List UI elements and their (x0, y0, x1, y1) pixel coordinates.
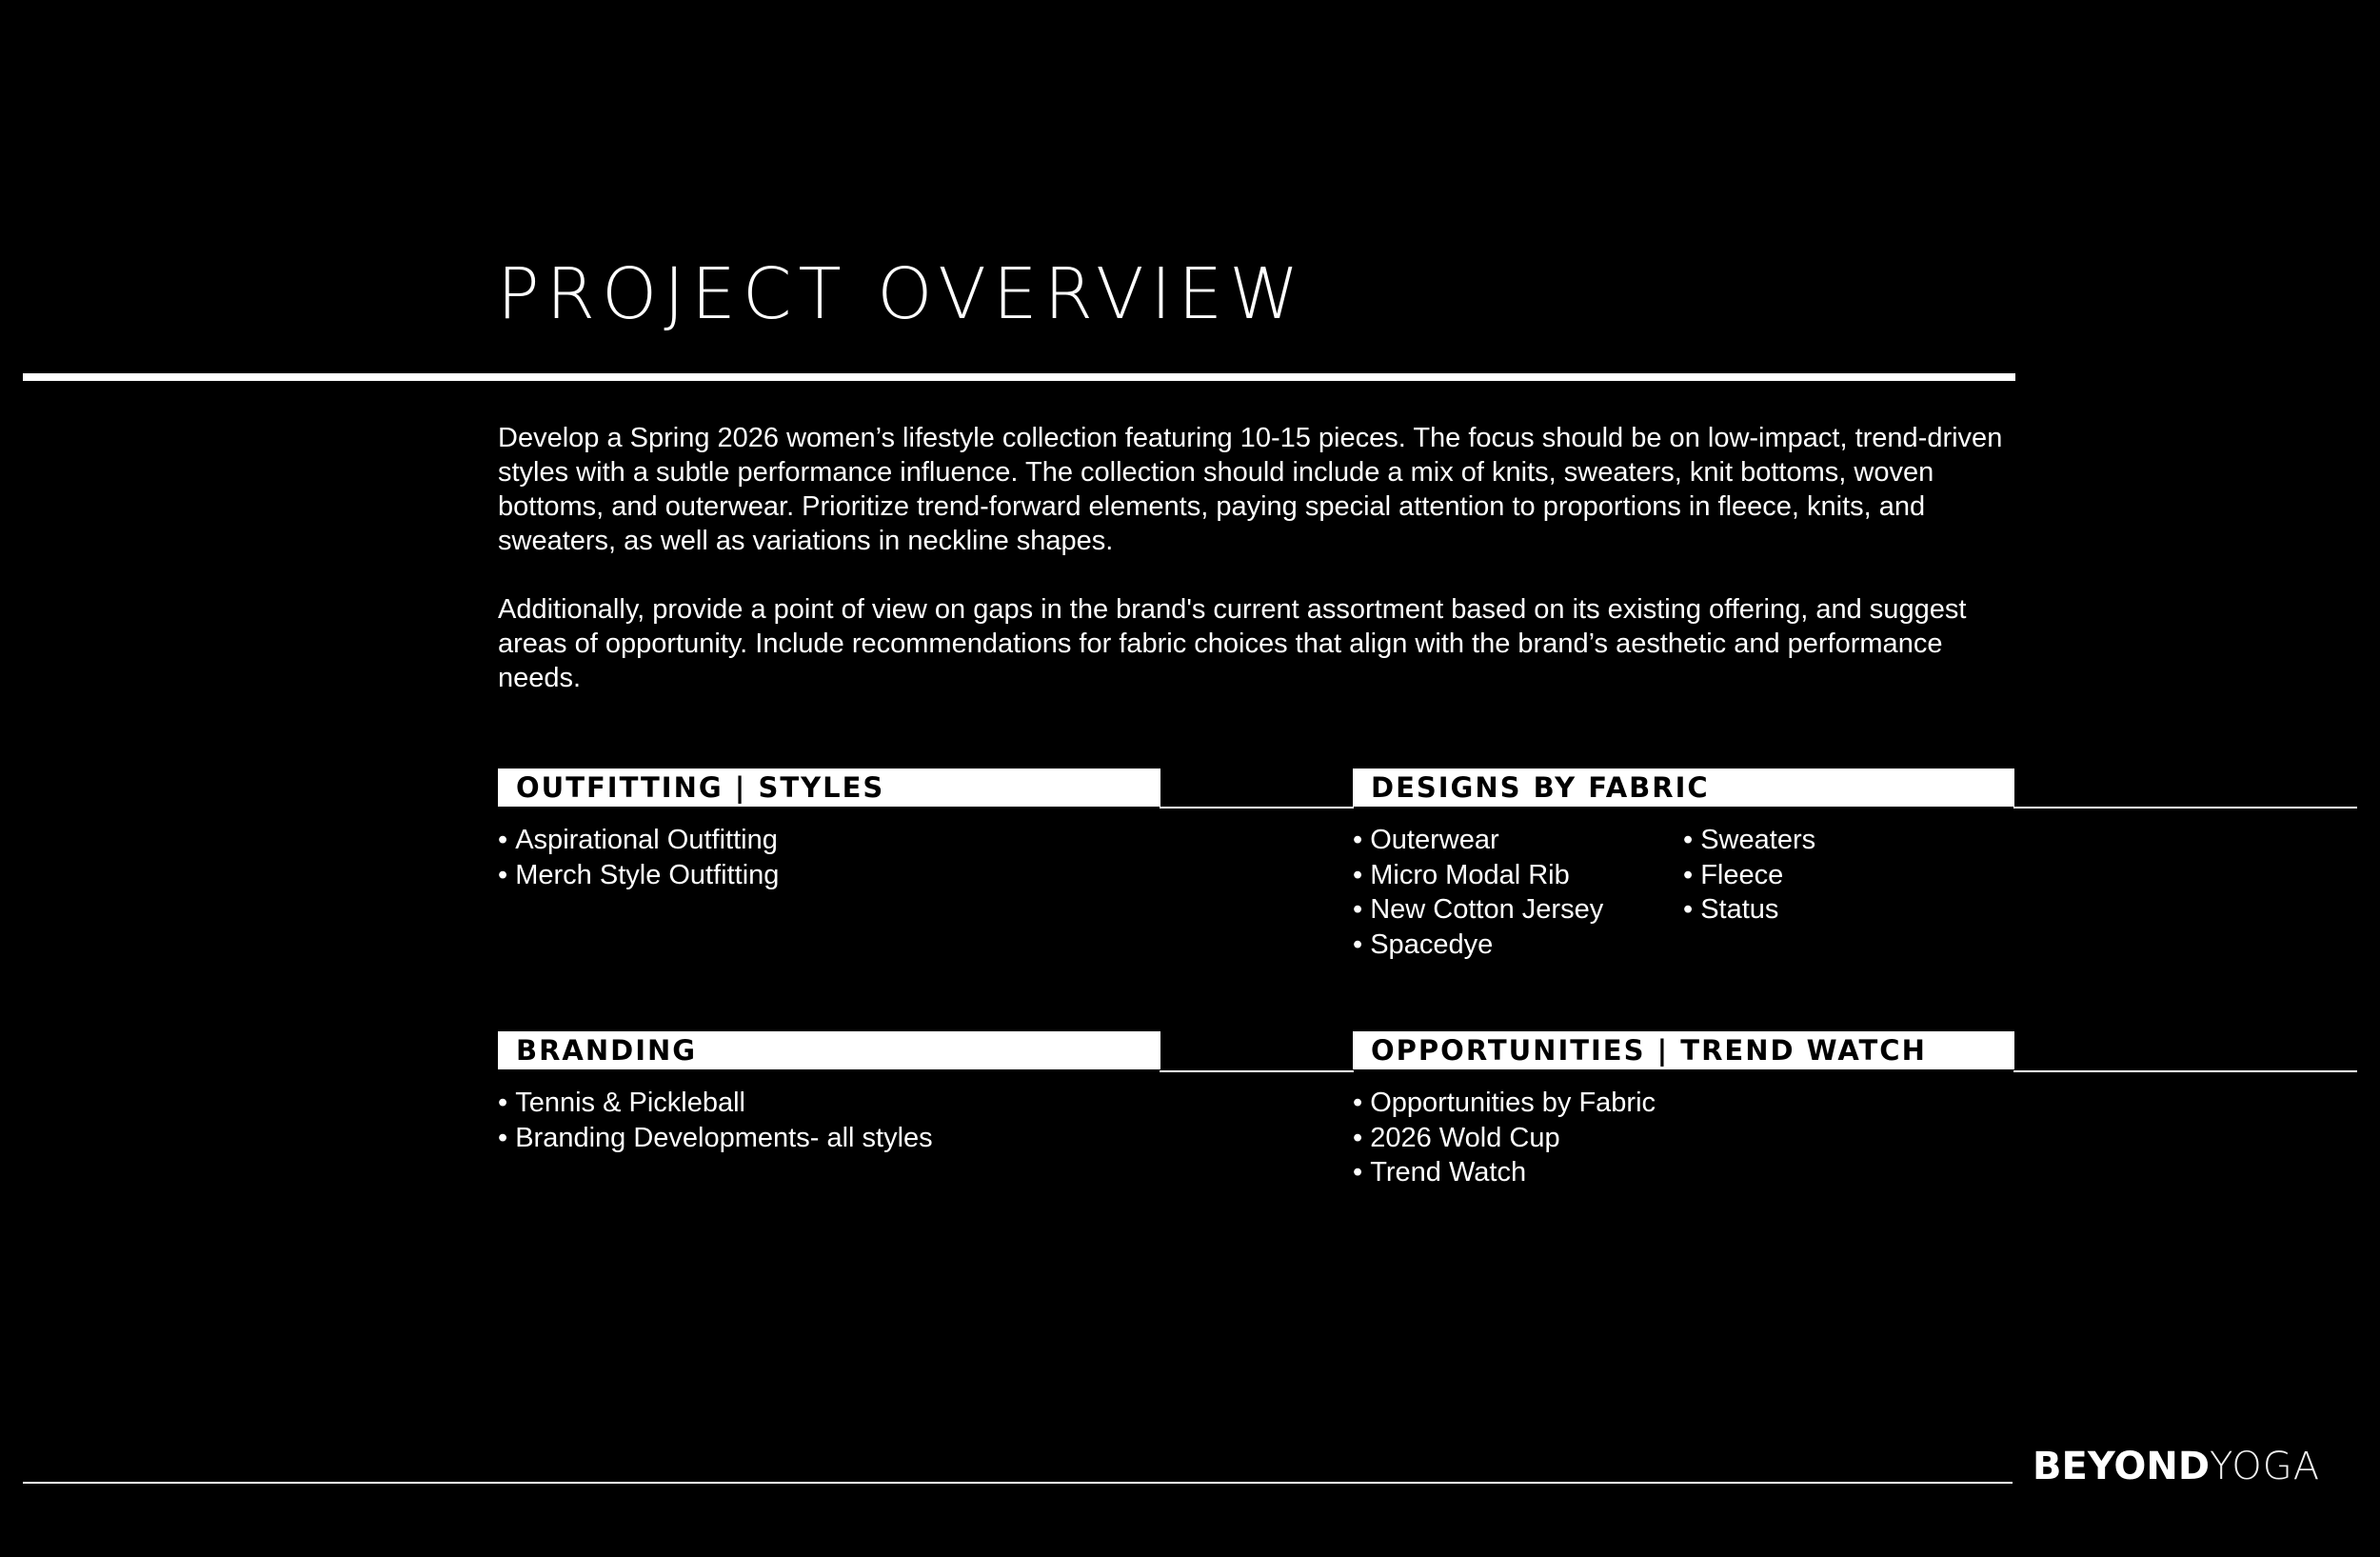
section-divider (1160, 807, 1354, 808)
logo-secondary-text: YOGA (2210, 1445, 2321, 1488)
list-item: • Fleece (1683, 858, 1815, 893)
logo-primary-text: BEYOND (2033, 1445, 2211, 1488)
branding-list (498, 1086, 933, 1155)
section-divider (2013, 1070, 2357, 1072)
list-item: • Sweaters (1683, 823, 1815, 858)
list-item: • Status (1683, 892, 1815, 928)
list-item: • Opportunities by Fabric (1353, 1086, 1656, 1121)
list-item: • Merch Style Outfitting (498, 858, 779, 893)
list-item: • Trend Watch (1353, 1155, 1656, 1190)
list-item: • Micro Modal Rib (1353, 858, 1603, 893)
opportunities-list (1353, 1086, 1656, 1190)
list-item: • Aspirational Outfitting (498, 823, 779, 858)
list-item: • Spacedye (1353, 928, 1603, 963)
title-divider (23, 373, 2015, 381)
list-item: • Outerwear (1353, 823, 1603, 858)
section-divider (2013, 807, 2357, 808)
section-header-opportunities: OPPORTUNITIES | TREND WATCH (1353, 1031, 2014, 1069)
list-item: • 2026 Wold Cup (1353, 1121, 1656, 1156)
footer-divider (23, 1482, 2013, 1484)
intro-paragraph: Develop a Spring 2026 women’s lifestyle collection featuring 10-15 pieces. The focus should be on low-impact, trend-driven styles with a subtle performance influence. The collection should include a mix of knits, sweaters, knit bottoms, woven bottoms, and outerwear. Prioritize trend-forward elements, paying special attention to proportions in fleece, knits, and sweaters, as well as variations in neckline shapes. (498, 423, 2003, 556)
list-item: • Branding Developments- all styles (498, 1121, 933, 1156)
section-header-branding: BRANDING (498, 1031, 1160, 1069)
intro-paragraph: Additionally, provide a point of view on gaps in the brand's current assortment based on its existing offering, and suggest areas of opportunity. Include recommendations for fabric choices that align with the brand’s aesthetic and performance needs. (498, 594, 1967, 693)
list-item: • New Cotton Jersey (1353, 892, 1603, 928)
fabric-list-column-2 (1683, 823, 1815, 928)
list-item: • Tennis & Pickleball (498, 1086, 933, 1121)
outfitting-list (498, 823, 779, 892)
intro-text (498, 421, 2021, 729)
section-divider (1160, 1070, 1354, 1072)
section-header-outfitting: OUTFITTING | STYLES (498, 769, 1160, 807)
fabric-list-column-1 (1353, 823, 1603, 962)
brand-logo (2033, 1447, 2320, 1486)
section-header-designs-by-fabric: DESIGNS BY FABRIC (1353, 769, 2014, 807)
page-title: PROJECT OVERVIEW (497, 253, 1306, 335)
